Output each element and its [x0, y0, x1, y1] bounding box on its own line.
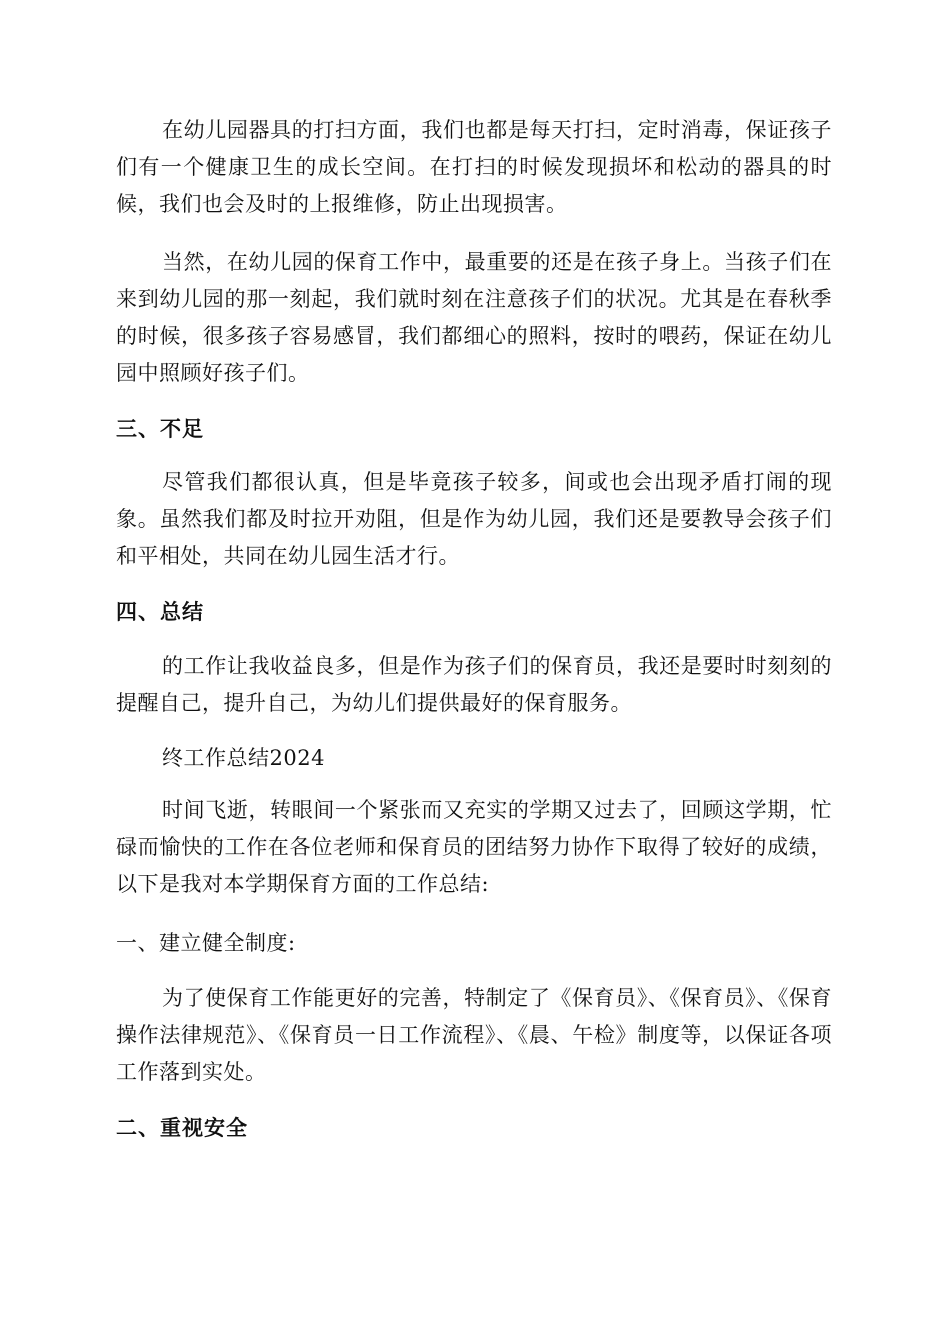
heading-shortcomings: 三、不足 [116, 417, 204, 441]
section-title-2024: 终工作总结2024 [162, 746, 325, 770]
heading-safety: 二、重视安全 [116, 1116, 248, 1140]
paragraph-child-care: 当然，在幼儿园的保育工作中，最重要的还是在孩子身上。当孩子们在来到幼儿园的那一刻起，我们就时刻在注意孩子们的状况。尤其是在春秋季的时候，很多孩子容易感冒，我们都细心的照料，按时的喂药，保证在幼儿园中照顾好孩子们。 [116, 250, 832, 385]
heading-summary: 四、总结 [116, 600, 204, 624]
paragraph-semester-review: 时间飞逝，转眼间一个紧张而又充实的学期又过去了，回顾这学期，忙碌而愉快的工作在各位老师和保育员的团结努力协作下取得了较好的成绩，以下是我对本学期保育方面的工作总结: [116, 798, 832, 896]
subheading-system: 一、建立健全制度: [116, 931, 296, 955]
paragraph-shortcomings: 尽管我们都很认真，但是毕竟孩子较多，间或也会出现矛盾打闹的现象。虽然我们都及时拉开劝阻，但是作为幼儿园，我们还是要教导会孩子们和平相处，共同在幼儿园生活才行。 [116, 470, 832, 568]
paragraph-system: 为了使保育工作能更好的完善，特制定了《保育员》、《保育员》、《保育操作法律规范》、《保育员一日工作流程》、《晨、午检》制度等，以保证各项工作落到实处。 [116, 986, 832, 1084]
paragraph-summary: 的工作让我收益良多，但是作为孩子们的保育员，我还是要时时刻刻的提醒自己，提升自己，为幼儿们提供最好的保育服务。 [116, 654, 832, 715]
paragraph-cleaning: 在幼儿园器具的打扫方面，我们也都是每天打扫，定时消毒，保证孩子们有一个健康卫生的成长空间。在打扫的时候发现损坏和松动的器具的时候，我们也会及时的上报维修，防止出现损害。 [116, 118, 832, 216]
